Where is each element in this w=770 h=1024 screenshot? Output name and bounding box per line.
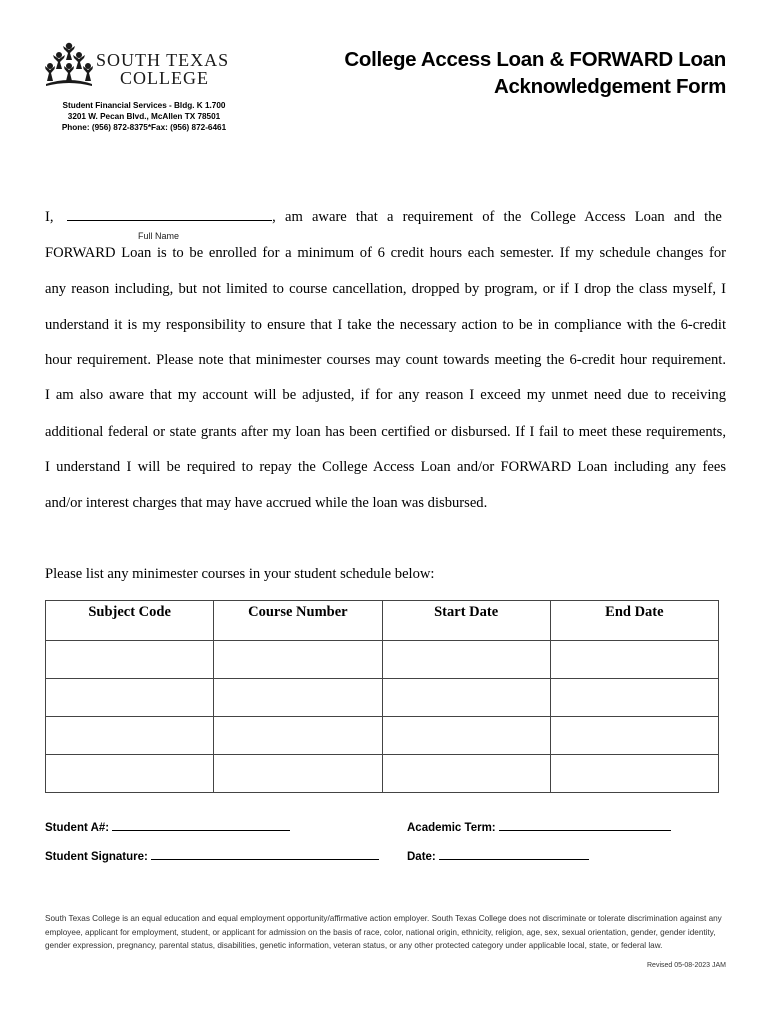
student-id-blank[interactable] xyxy=(112,819,290,831)
column-header-subject-code: Subject Code xyxy=(46,601,214,641)
statement-line: I am also aware that my account will be adjusted, if for any reason I exceed my unmet need due to receiving xyxy=(45,387,726,403)
end-date-cell[interactable] xyxy=(550,679,718,717)
full-name-label: Full Name xyxy=(138,231,180,241)
college-logo xyxy=(44,40,244,100)
course-number-cell[interactable] xyxy=(214,641,382,679)
end-date-cell[interactable] xyxy=(550,717,718,755)
revision-note: Revised 05-08-2023 JAM xyxy=(647,962,726,969)
statement-line: I understand I will be required to repay the College Access Loan and/or FORWARD Loan including any fees xyxy=(45,459,726,475)
student-signature-field xyxy=(45,848,379,863)
academic-term-blank[interactable] xyxy=(499,819,671,831)
statement-line: hour requirement. Please note that minimester courses may count towards meeting the 6-credit hour requirement. xyxy=(45,352,726,368)
minimester-course-table xyxy=(45,600,719,793)
end-date-cell[interactable] xyxy=(550,641,718,679)
logo-text-college: COLLEGE xyxy=(120,68,209,88)
date-field xyxy=(407,848,589,863)
course-number-cell[interactable] xyxy=(214,717,382,755)
table-row xyxy=(46,755,719,793)
statement-line: and/or interest charges that may have accrued while the loan was disbursed. xyxy=(45,495,488,511)
statement-line: any reason including, but not limited to course cancellation, dropped by program, or if I drop the class myself, I xyxy=(45,281,726,297)
full-name-blank[interactable] xyxy=(67,209,272,221)
course-list-prompt: Please list any minimester courses in your student schedule below: xyxy=(45,566,435,582)
course-number-cell[interactable] xyxy=(214,755,382,793)
address-line: 3201 W. Pecan Blvd., McAllen TX 78501 xyxy=(67,112,221,121)
column-header-end-date: End Date xyxy=(550,601,718,641)
start-date-cell[interactable] xyxy=(382,679,550,717)
date-label: Date: xyxy=(407,851,436,863)
table-row xyxy=(46,679,719,717)
column-header-start-date: Start Date xyxy=(382,601,550,641)
form-title xyxy=(344,46,726,100)
start-date-cell[interactable] xyxy=(382,717,550,755)
statement-line: FORWARD Loan is to be enrolled for a minimum of 6 credit hours each semester. If my schedule changes for xyxy=(45,245,726,261)
subject-code-cell[interactable] xyxy=(46,641,214,679)
office-address xyxy=(44,100,244,133)
logo-text-south-texas: SOUTH TEXAS xyxy=(96,50,230,70)
start-date-cell[interactable] xyxy=(382,755,550,793)
subject-code-cell[interactable] xyxy=(46,679,214,717)
statement-line: understand it is my responsibility to ensure that I take the necessary action to be in compliance with the 6-credit xyxy=(45,317,726,333)
address-line: Student Financial Services - Bldg. K 1.700 xyxy=(62,101,226,110)
student-id-field xyxy=(45,819,290,834)
column-header-course-number: Course Number xyxy=(214,601,382,641)
student-id-label: Student A#: xyxy=(45,822,110,834)
academic-term-label: Academic Term: xyxy=(407,822,496,834)
table-row xyxy=(46,641,719,679)
people-logo-icon xyxy=(44,40,94,92)
statement-line-1-text: , am aware that a requirement of the College Access Loan and the xyxy=(272,209,722,225)
subject-code-cell[interactable] xyxy=(46,755,214,793)
date-blank[interactable] xyxy=(439,848,589,860)
student-signature-label: Student Signature: xyxy=(45,851,148,863)
form-title-line: Acknowledgement Form xyxy=(493,75,726,98)
table-header-row xyxy=(46,601,719,641)
end-date-cell[interactable] xyxy=(550,755,718,793)
table-row xyxy=(46,717,719,755)
academic-term-field xyxy=(407,819,671,834)
start-date-cell[interactable] xyxy=(382,641,550,679)
subject-code-cell[interactable] xyxy=(46,717,214,755)
course-number-cell[interactable] xyxy=(214,679,382,717)
equal-opportunity-disclaimer: South Texas College is an equal education and equal employment opportunity/affirmative action employer. South Texas College does not discriminate or tolerate discrimination against any employee, applicant for employment, student, or applicant for admission on the basis of race, color, national origin, ethnicity, religion, age, sex, sexual orientation, gender, gender identity, gender expression, pregnancy, parental status, disabilities, genetic information, veteran status, or any other protected category under applicable local, state, or federal law. xyxy=(45,914,722,950)
statement-first-line xyxy=(45,209,726,226)
statement-prefix: I, xyxy=(45,209,54,225)
address-line: Phone: (956) 872-8375*Fax: (956) 872-6461 xyxy=(61,123,227,132)
statement-line: additional federal or state grants after my loan has been certified or disbursed. If I fail to meet these requirements, xyxy=(45,424,726,440)
student-signature-blank[interactable] xyxy=(151,848,379,860)
form-title-line: College Access Loan & FORWARD Loan xyxy=(344,48,726,71)
